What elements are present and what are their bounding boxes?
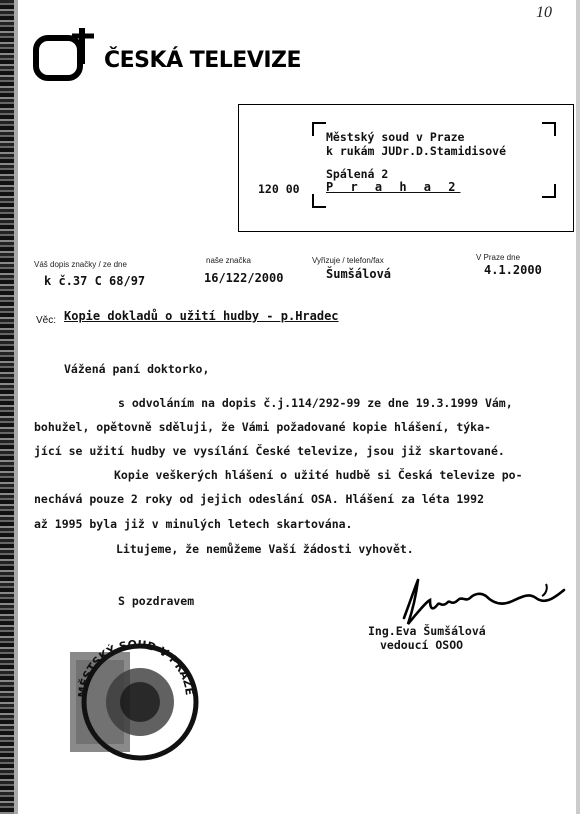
letter-date: 4.1.2000 <box>484 263 542 277</box>
brand-name: ČESKÁ TELEVIZE <box>104 48 302 73</box>
page-number: 10 <box>536 4 552 21</box>
tv-logo-icon <box>32 24 96 84</box>
scan-edge-right <box>576 0 580 814</box>
body-line: bohužel, opětovně sděluji, že Vámi požadované kopie hlášení, týka- <box>34 420 491 434</box>
salutation: Vážená paní doktorko, <box>64 362 210 376</box>
signer-name: Ing.Eva Šumšálová <box>368 624 486 638</box>
scan-edge-left-shadow <box>14 0 18 814</box>
address-corner-mark <box>312 122 326 136</box>
recipient-street: Spálená 2 <box>326 167 389 181</box>
scan-edge-left <box>0 0 14 814</box>
signer-title: vedoucí OSOO <box>380 638 464 652</box>
address-corner-mark <box>312 194 326 208</box>
body-line: jící se užití hudby ve vysílání České televize, jsou již skartované. <box>34 444 505 458</box>
recipient-zip: 120 00 <box>258 182 300 196</box>
svg-text:MĚSTSKÝ SOUD V PRAZE: MĚSTSKÝ SOUD V PRAZE <box>75 637 197 699</box>
contact-value: Šumšálová <box>326 267 392 281</box>
your-ref-value: k č.37 C 68/97 <box>44 274 146 288</box>
contact-label: Vyřizuje / telefon/fax <box>312 256 384 265</box>
recipient-city: P r a h a 2 <box>326 180 461 194</box>
address-box <box>238 104 574 232</box>
body-line: až 1995 byla již v minulých letech skartována. <box>34 517 353 531</box>
recipient-line: Městský soud v Praze <box>326 130 465 144</box>
address-corner-mark <box>542 122 556 136</box>
court-stamp <box>66 632 214 762</box>
body-line: Litujeme, že nemůžeme Vaší žádosti vyhovět. <box>116 542 414 556</box>
body-line: Kopie veškerých hlášení o užité hudbě si Česká televize po- <box>114 468 523 482</box>
subject-text: Kopie dokladů o užití hudby - p.Hradec <box>64 309 339 323</box>
our-ref-value: 16/122/2000 <box>204 271 284 285</box>
your-ref-label: Váš dopis značky / ze dne <box>34 260 127 269</box>
our-ref-label: naše značka <box>206 256 251 265</box>
handwritten-signature <box>396 572 572 632</box>
recipient-line: k rukám JUDr.D.Stamidisové <box>326 144 507 158</box>
address-corner-mark <box>542 184 556 198</box>
place-label: V Praze dne <box>476 253 521 262</box>
subject-label: Věc: <box>36 315 57 326</box>
closing: S pozdravem <box>118 594 195 608</box>
body-line: nechává pouze 2 roky od jejich odeslání OSA. Hlášení za léta 1992 <box>34 492 485 506</box>
body-line: s odvoláním na dopis č.j.114/292-99 ze dne 19.3.1999 Vám, <box>118 396 513 410</box>
